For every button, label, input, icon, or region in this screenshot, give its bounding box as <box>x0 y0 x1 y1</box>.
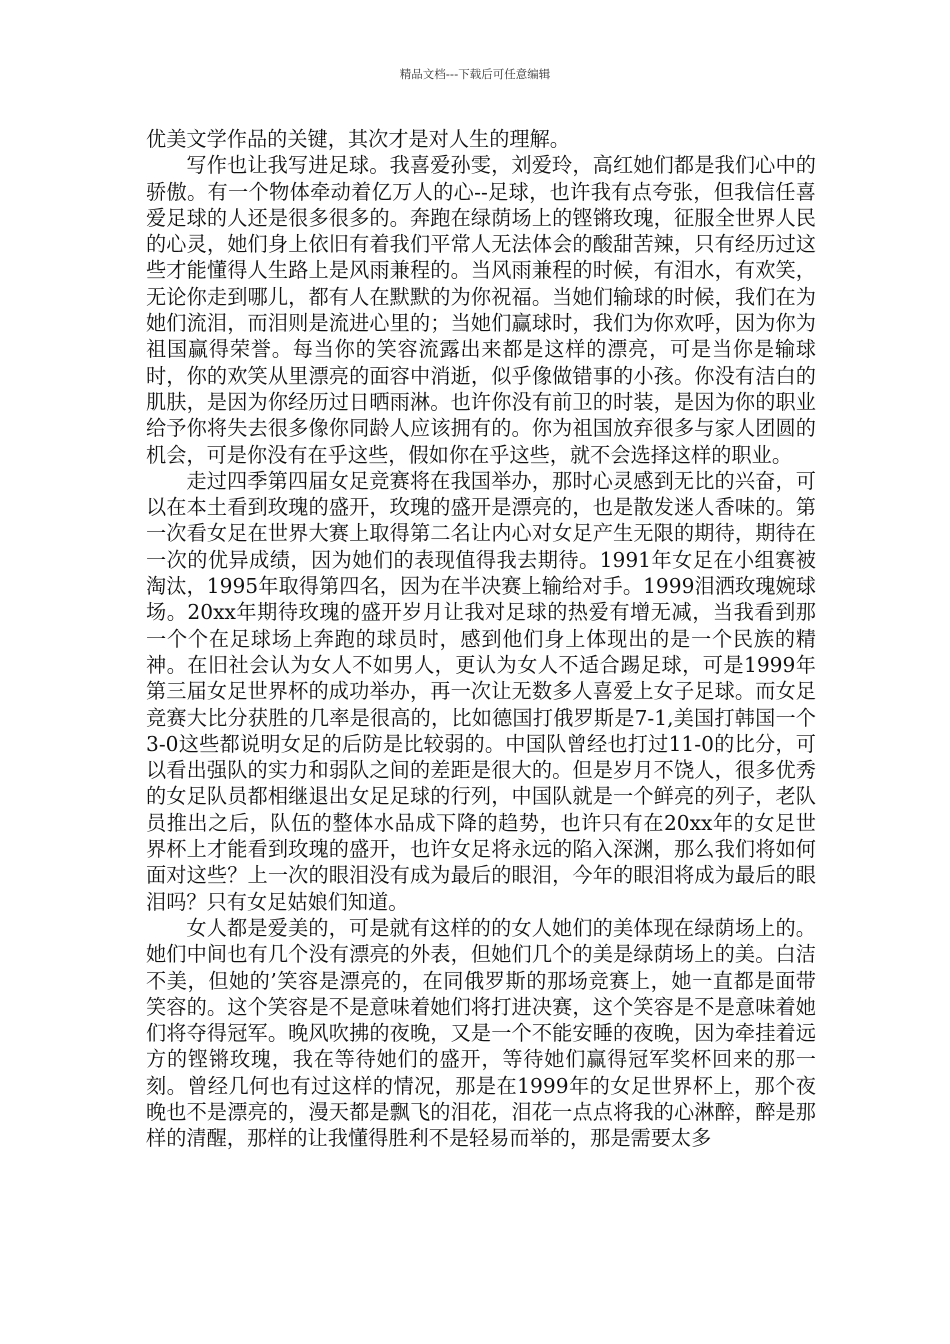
paragraph-2: 写作也让我写进足球。我喜爱孙雯，刘爱玲，高红她们都是我们心中的骄傲。有一个物体牵动着亿万人的心--足球，也许我有点夸张，但我信任喜爱足球的人还是很多很多的。奔跑在绿荫场上的铿锵玫瑰，征服全世界人民的心灵，她们身上依旧有着我们平常人无法体会的酸甜苦辣，只有经历过这些才能懂得人生路上是风雨兼程的。当风雨兼程的时候，有泪水，有欢笑，无论你走到哪儿，都有人在默默的为你祝福。当她们输球的时候，我们在为她们流泪，而泪则是流进心里的；当她们赢球时，我们为你欢呼，因为你为祖国赢得荣誉。每当你的笑容流露出来都是这样的漂亮，可是当你是输球时，你的欢笑从里漂亮的面容中消逝，似乎像做错事的小孩。你没有洁白的肌肤，是因为你经历过日晒雨淋。也许你没有前卫的时装，是因为你的职业给予你将失去很多像你同龄人应该拥有的。你为祖国放弃很多与家人团圆的机会，可是你没有在乎这些，假如你在乎这些，就不会选择这样的职业。 <box>146 153 816 467</box>
paragraph-4: 女人都是爱美的，可是就有这样的的女人她们的美体现在绿荫场上的。她们中间也有几个没有漂亮的外表，但她们几个的美是绿荫场上的美。白洁不美，但她的’笑容是漂亮的，在同俄罗斯的那场竞赛上，她一直都是面带笑容的。这个笑容是不是意味着她们将打进决赛，这个笑容是不是意味着她们将夺得冠军。晚风吹拂的夜晚，又是一个不能安睡的夜晚，因为牵挂着远方的铿锵玫瑰，我在等待她们的盛开，等待她们赢得冠军奖杯回来的那一刻。曾经几何也有过这样的情况，那是在1999年的女足世界杯上，那个夜晚也不是漂亮的，漫天都是飘飞的泪花，泪花一点点将我的心淋醉，醉是那样的清醒，那样的让我懂得胜利不是轻易而举的，那是需要太多 <box>146 915 816 1151</box>
paragraph-1: 优美文学作品的关键，其次才是对人生的理解。 <box>146 127 570 151</box>
page-header: 精品文档---下载后可任意编辑 <box>399 67 551 81</box>
document-body <box>146 126 816 1152</box>
paragraph-3: 走过四季第四届女足竞赛将在我国举办，那时心灵感到无比的兴奋，可以在本土看到玫瑰的盛开，玫瑰的盛开是漂亮的，也是散发迷人香味的。第一次看女足在世界大赛上取得第二名让内心对女足产生无限的期待，期待在一次的优异成绩，因为她们的表现值得我去期待。1991年女足在小组赛被淘汰，1995年取得第四名，因为在半决赛上输给对手。1999泪洒玫瑰婉球场。20xx年期待玫瑰的盛开岁月让我对足球的热爱有增无减，当我看到那一个个在足球场上奔跑的球员时，感到他们身上体现出的是一个民族的精神。在旧社会认为女人不如男人，更认为女人不适合踢足球，可是1999年第三届女足世界杯的成功举办，再一次让无数多人喜爱上女子足球。而女足竞赛大比分获胜的几率是很高的，比如德国打俄罗斯是7-1,美国打韩国一个3-0这些都说明女足的后防是比较弱的。中国队曾经也打过11-0的比分，可以看出强队的实力和弱队之间的差距是很大的。但是岁月不饶人，很多优秀的女足队员都相继退出女足足球的行列，中国队就是一个鲜亮的列子，老队员推出之后，队伍的整体水品成下降的趋势，也许只有在20xx年的女足世界杯上才能看到玫瑰的盛开，也许女足将永远的陷入深渊，那么我们将如何面对这些？上一次的眼泪没有成为最后的眼泪，今年的眼泪将成为最后的眼泪吗？只有女足姑娘们知道。 <box>146 468 816 914</box>
